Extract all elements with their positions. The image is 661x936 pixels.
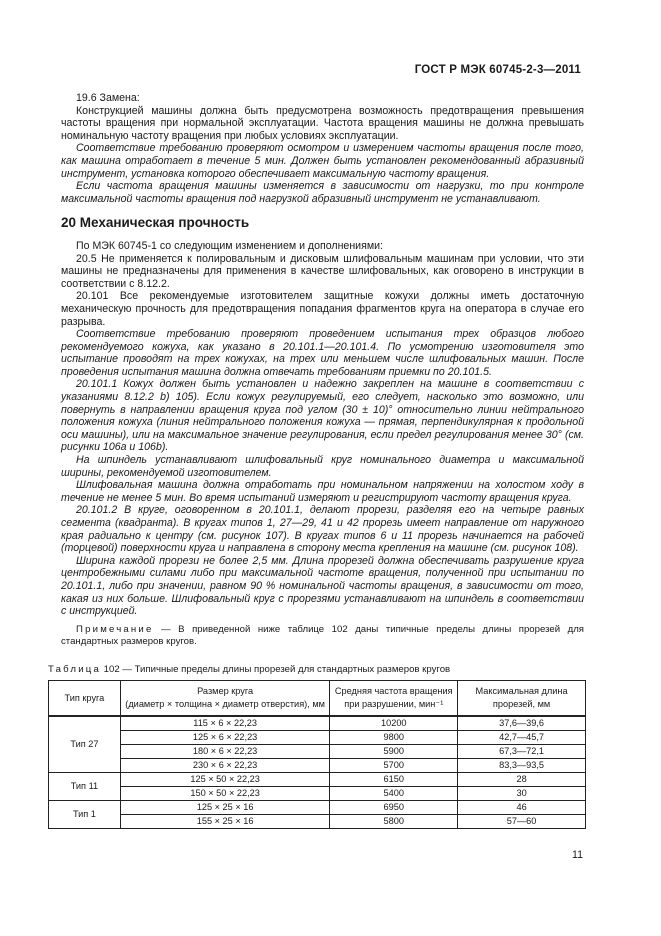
paragraph: Шлифовальная машина должна отработать при номинальном напряжении на холостом ходу в течение не менее 5 мин. Во время испытаний измеряют и регистрируют частоту вращения круга. xyxy=(61,479,584,504)
table-row xyxy=(49,731,586,745)
size-cell: 115 × 6 × 22,23 xyxy=(120,716,330,731)
paragraph: 20.101.1 Кожух должен быть установлен и надежно закреплен на машине в соответствии с указаниями 8.12.2 b) 105). Если кожух регулируемый, его следует, насколько это возможно, или повернуть в направлении вращения круга под углом (30 ± 10)° относительно линии нейтрального положения кожуха (линия нейтрального положения кожуха — прямая, перпендикулярная к продольной оси машины), или на максимальное значение регулирования, если предел регулирования менее 30° (см. рисунки 106a и 106b). xyxy=(61,378,584,454)
paragraph: Соответствие требованию проверяют осмотром и измерением частоты вращения после того, как машина отработает в течение 5 мин. Должен быть установлен рекомендованный абразивный инструмент, установка которого обеспечивает максимальную частоту вращения. xyxy=(61,142,584,180)
speed-cell: 5400 xyxy=(330,787,458,801)
paragraph: 20.5 Не применяется к полировальным и дисковым шлифовальным машинам при условии, что эти машины не предназначены для применения в качестве шлифовальных, как оговорено в инструкции в соответствии с 8.12.2. xyxy=(61,252,584,290)
paragraph: 20.101 Все рекомендуемые изготовителем защитные кожухи должны иметь достаточную механическую прочность для предотвращения попадания фрагментов круга на оператора в случае его разрыва. xyxy=(61,290,584,328)
header-burst-speed: Средняя частота вращения при разрушении, мин⁻¹ xyxy=(330,681,458,717)
table-row xyxy=(49,815,586,829)
slot-cell: 67,3—72,1 xyxy=(458,745,586,759)
table-row xyxy=(49,773,586,787)
size-cell: 180 × 6 × 22,23 xyxy=(120,745,330,759)
table-row xyxy=(49,759,586,773)
wheel-type-cell: Тип 11 xyxy=(49,773,121,801)
header-wheel-type: Тип круга xyxy=(49,681,121,717)
paragraph: Если частота вращения машины изменяется в зависимости от нагрузки, то при контроле максимальной частоты вращения под нагрузкой абразивный инструмент не устанавливают. xyxy=(61,180,584,205)
page-number: 11 xyxy=(572,849,583,861)
table-row xyxy=(49,716,586,731)
speed-cell: 10200 xyxy=(330,716,458,731)
speed-cell: 5700 xyxy=(330,759,458,773)
slot-cell: 46 xyxy=(458,801,586,815)
speed-cell: 6950 xyxy=(330,801,458,815)
slot-cell: 83,3—93,5 xyxy=(458,759,586,773)
size-cell: 125 × 6 × 22,23 xyxy=(120,731,330,745)
paragraph: 19.6 Замена: xyxy=(76,92,140,104)
paragraph: На шпиндель устанавливают шлифовальный круг номинального диаметра и максимальной ширины, рекомендуемой изготовителем. xyxy=(61,454,584,479)
table-row xyxy=(49,745,586,759)
slot-length-table xyxy=(48,680,586,829)
slot-cell: 28 xyxy=(458,773,586,787)
paragraph: По МЭК 60745-1 со следующим изменением и дополнениями: xyxy=(76,239,383,252)
section-heading: 20 Механическая прочность xyxy=(61,215,250,231)
table-header-row xyxy=(49,681,586,717)
size-cell: 125 × 25 × 16 xyxy=(120,801,330,815)
slot-cell: 57—60 xyxy=(458,815,586,829)
speed-cell: 9800 xyxy=(330,731,458,745)
wheel-type-cell: Тип 27 xyxy=(49,716,121,773)
note-text: — В приведенной ниже таблице 102 даны типичные пределы длины прорезей для стандартных размеров кругов. xyxy=(61,623,584,648)
size-cell: 155 × 25 × 16 xyxy=(120,815,330,829)
table-row xyxy=(49,801,586,815)
table-caption-text: 102 — Типичные пределы длины прорезей для стандартных размеров кругов xyxy=(101,664,451,675)
note xyxy=(61,624,584,649)
table-row xyxy=(49,787,586,801)
table-caption xyxy=(48,664,588,675)
paragraph: Конструкцией машины должна быть предусмотрена возможность предотвращения превышения частоты вращения при нормальной эксплуатации. Частота вращения машины не должна превышать номинальную частоту вращения при любых условиях эксплуатации. xyxy=(61,104,584,142)
slot-cell: 42,7—45,7 xyxy=(458,731,586,745)
size-cell: 230 × 6 × 22,23 xyxy=(120,759,330,773)
wheel-type-cell: Тип 1 xyxy=(49,801,121,829)
paragraph: 20.101.2 В круге, оговоренном в 20.101.1, делают прорези, разделяя его на четыре равных сегмента (квадранта). В кругах типов 1, 27—29, 41 и 42 прорезь имеет направление от наружного края радиально к центру (см. рисунок 107). В кругах типов 6 и 11 прорезь начинается на рабочей (торцевой) поверхности круга и направлена в сторону места крепления на машине (см. рисунок 108). xyxy=(61,504,584,555)
paragraph: Ширина каждой прорези не более 2,5 мм. Длина прорезей должна обеспечивать разрушение круга центробежными силами либо при максимальной частоте вращения, полученной при испытании по 20.101.1, либо при значении, равном 90 % номинальной частоты вращения, в зависимости от того, какая из них больше. Шлифовальный круг с прорезями устанавливают на шпиндель в соответствии с инструкцией. xyxy=(61,554,584,618)
slot-cell: 30 xyxy=(458,787,586,801)
document-body xyxy=(61,92,584,649)
table-caption-label: Таблица xyxy=(48,664,102,675)
note-label: Примечание xyxy=(76,623,154,635)
size-cell: 150 × 50 × 22,23 xyxy=(120,787,330,801)
header-max-slot-length: Максимальная длина прорезей, мм xyxy=(458,681,586,717)
paragraph: Соответствие требованию проверяют проведением испытания трех образцов любого рекомендуемого кожуха, как указано в 20.101.1—20.101.4. По усмотрению изготовителя это испытание проводят на трех кожухах, на трех или меньшем числе шлифовальных машин. После проведения испытания машина должна отвечать требованиям приемки по 20.101.5. xyxy=(61,328,584,378)
size-cell: 125 × 50 × 22,23 xyxy=(120,773,330,787)
speed-cell: 5800 xyxy=(330,815,458,829)
speed-cell: 6150 xyxy=(330,773,458,787)
slot-cell: 37,6—39,6 xyxy=(458,716,586,731)
header-wheel-size: Размер круга (диаметр × толщина × диаметр отверстия), мм xyxy=(120,681,330,717)
document-id-header: ГОСТ Р МЭК 60745-2-3—2011 xyxy=(414,64,581,76)
speed-cell: 5900 xyxy=(330,745,458,759)
